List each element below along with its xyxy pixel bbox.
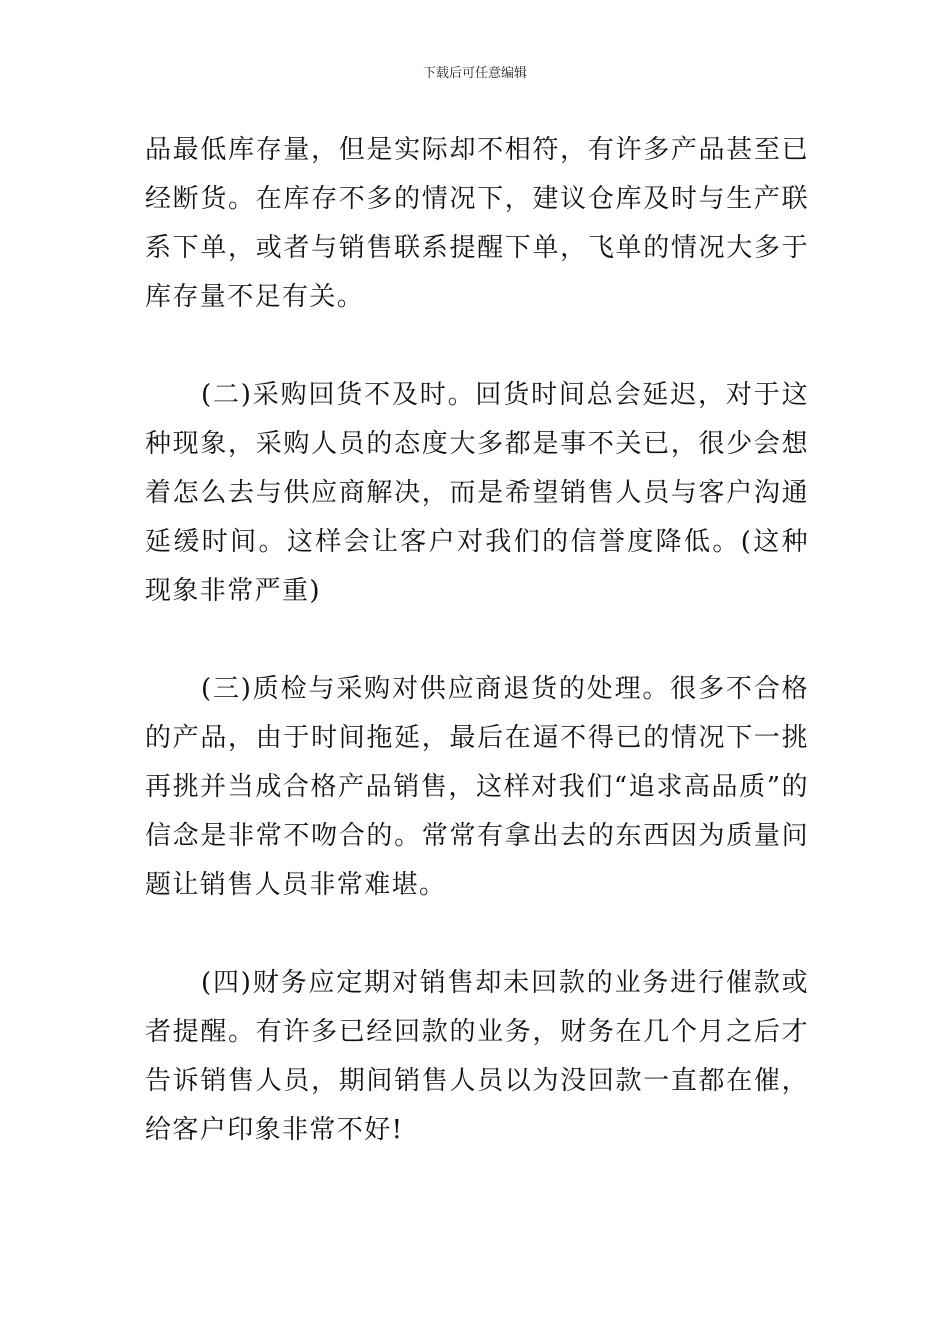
- page-header: 下载后可任意编辑: [422, 66, 527, 81]
- paragraph-spacer: [145, 910, 809, 959]
- paragraph-4: (四)财务应定期对销售却未回款的业务进行催款或者提醒。有许多已经回款的业务，财务在几个月之后才告诉销售人员，期间销售人员以为没回款一直都在催，给客户印象非常不好!: [145, 968, 809, 1145]
- paragraph-spacer: [145, 616, 809, 665]
- paragraph-2: (二)采购回货不及时。回货时间总会延迟，对于这种现象，采购人员的态度大多都是事不关已，很少会想着怎么去与供应商解决，而是希望销售人员与客户沟通延缓时间。这样会让客户对我们的信誉度降低。(这种现象非常严重): [145, 380, 809, 606]
- document-body: [145, 126, 809, 1155]
- paragraph-continued: 品最低库存量，但是实际却不相符，有许多产品甚至已经断货。在库存不多的情况下，建议仓库及时与生产联系下单，或者与销售联系提醒下单，飞单的情况大多于库存量不足有关。: [145, 135, 809, 312]
- paragraph-3: (三)质检与采购对供应商退货的处理。很多不合格的产品，由于时间拖延，最后在逼不得已的情况下一挑再挑并当成合格产品销售，这样对我们“追求高品质”的信念是非常不吻合的。常常有拿出去的东西因为质量问题让销售人员非常难堪。: [145, 674, 809, 900]
- paragraph-spacer: [145, 322, 809, 371]
